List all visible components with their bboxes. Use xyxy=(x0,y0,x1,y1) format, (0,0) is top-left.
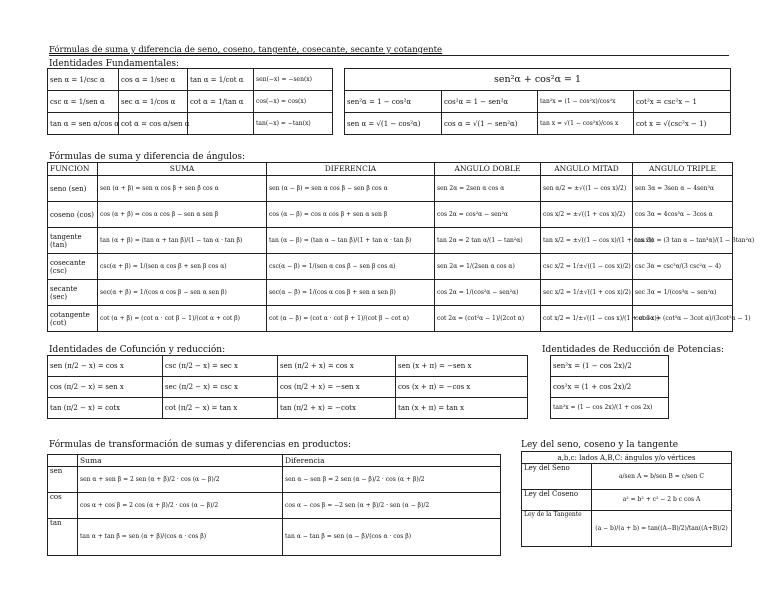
angulos-table xyxy=(47,162,755,332)
identity-cell: cos (π/2 + x) = −sen x xyxy=(278,377,396,398)
table-row xyxy=(48,356,528,377)
formula-cell: csc(α + β) = 1/(sen α cos β + sen β cos α) xyxy=(98,254,267,280)
formula-cell: sen α − sen β = 2 sen (α − β)/2 · cos (α + β)/2 xyxy=(283,467,501,493)
identity-cell: cos (x + π) = −cos x xyxy=(396,377,528,398)
identity-cell: sen α = √(1 − cos²α) xyxy=(345,113,442,135)
function-name: sen xyxy=(48,467,78,493)
identity-cell: tan α = 1/cot α xyxy=(188,69,254,91)
productos-heading: Fórmulas de transformación de sumas y diferencias en productos: xyxy=(49,440,352,450)
formula-cell: tan 2α = 2 tan α/(1 − tan²α) xyxy=(435,228,541,254)
identity-cell xyxy=(188,113,254,135)
table-row xyxy=(48,176,733,202)
table-row xyxy=(48,377,528,398)
column-header: FUNCION xyxy=(48,163,98,176)
leyes-heading: Ley del seno, coseno y la tangente xyxy=(521,440,679,450)
formula-cell: sen 3α = 3sen α − 4sen³α xyxy=(633,176,733,202)
identity-cell: tan (π/2 − x) = cotx xyxy=(48,398,163,419)
function-name: cotangente (cot) xyxy=(48,306,98,332)
formula-cell: sen α + sen β = 2 sen (α + β)/2 · cos (α − β)/2 xyxy=(78,467,283,493)
table-row xyxy=(551,356,669,377)
formula-cell: cos (α + β) = cos α cos β − sen α sen β xyxy=(98,202,267,228)
identity-cell: sen²α = 1 − cos²α xyxy=(345,91,442,113)
identity-cell: sen α = 1/csc α xyxy=(48,69,119,91)
title-underline xyxy=(49,55,729,56)
table-header-row xyxy=(48,163,733,176)
identity-cell: tan (π/2 + x) = −cotx xyxy=(278,398,396,419)
identity-cell: tan²x = (1 − cos²x)/cos²x xyxy=(538,91,634,113)
table-row xyxy=(345,113,731,135)
identity-cell: cos²x = (1 + cos 2x)/2 xyxy=(551,377,669,398)
table-header-row xyxy=(48,455,501,467)
leyes-subtitle: a,b,c: lados A,B,C: ángulos y/o vértices xyxy=(522,452,732,464)
identity-cell: sec α = 1/cos α xyxy=(119,91,188,113)
law-formula: a² = b² + c² − 2 b c cos A xyxy=(592,490,732,511)
identity-cell: cos (π/2 − x) = sen x xyxy=(48,377,163,398)
formula-cell: tan 3α = (3 tan α − tan³α)/(1 − 3tan²α) xyxy=(633,228,733,254)
pythagorean-identity: sen²α + cos²α = 1 xyxy=(345,69,731,91)
table-row xyxy=(48,228,733,254)
identity-cell: sen (π/2 + x) = cos x xyxy=(278,356,396,377)
cofuncion-table xyxy=(47,355,528,419)
formula-cell: cot x/2 = 1/±√((1 − cos x)/(1 + cos x)) xyxy=(541,306,633,332)
identity-cell: cot²x = csc²x − 1 xyxy=(634,91,731,113)
function-name: tan xyxy=(48,519,78,556)
identity-cell: cos²α = 1 − sen²α xyxy=(442,91,538,113)
column-header: Suma xyxy=(78,455,283,467)
identity-cell: tan α = sen α/cos α xyxy=(48,113,119,135)
formula-cell: sec 3α = 1/(cos³α − sen²α) xyxy=(633,280,733,306)
identity-cell: tan²x = (1 − cos 2x)/(1 + cos 2x) xyxy=(551,398,669,419)
law-formula: (a − b)/(a + b) = tan((A−B)/2)/tan((A+B)/2) xyxy=(592,511,732,547)
table-row xyxy=(522,452,732,464)
table-row xyxy=(345,91,731,113)
formula-cell: tan (α − β) = (tan α − tan β)/(1 + tan α · tan β) xyxy=(267,228,435,254)
table-row xyxy=(48,69,333,91)
formula-cell: csc 3α = csc³α/(3 csc²α − 4) xyxy=(633,254,733,280)
potencias-table xyxy=(550,355,669,419)
leyes-table xyxy=(521,451,732,547)
identity-cell: cos α = 1/sec α xyxy=(119,69,188,91)
identity-cell: sen (π/2 − x) = cos x xyxy=(48,356,163,377)
formula-cell: cos 2α = cos²α − sen²α xyxy=(435,202,541,228)
column-header: SUMA xyxy=(98,163,267,176)
cofuncion-heading: Identidades de Cofunción y reducción: xyxy=(49,345,226,355)
formula-cell: cos (α − β) = cos α cos β + sen α sen β xyxy=(267,202,435,228)
document-title: Fórmulas de suma y diferencia de seno, coseno, tangente, cosecante, secante y cotangente xyxy=(49,45,443,55)
formula-cell: sen 2α = 2sen α cos α xyxy=(435,176,541,202)
table-row xyxy=(551,398,669,419)
law-name: Ley de la Tangente xyxy=(522,511,592,547)
identity-cell: sec (π/2 − x) = csc x xyxy=(163,377,278,398)
identity-cell: cot (π/2 − x) = tan x xyxy=(163,398,278,419)
formula-cell: cot (α − β) = (cot α · cot β + 1)/(cot β − cot α) xyxy=(267,306,435,332)
law-name: Ley del Seno xyxy=(522,464,592,490)
formula-cell: tan x/2 = ±√((1 − cos x)/(1 + cos x)) xyxy=(541,228,633,254)
formula-cell: sen α/2 = ±√((1 − cos x)/2) xyxy=(541,176,633,202)
function-name: coseno (cos) xyxy=(48,202,98,228)
table-row xyxy=(48,202,733,228)
potencias-heading: Identidades de Reducción de Potencias: xyxy=(542,345,725,355)
productos-table xyxy=(47,454,501,556)
identity-cell: tan (x + π) = tan x xyxy=(396,398,528,419)
column-header: Diferencia xyxy=(283,455,501,467)
table-row xyxy=(48,113,333,135)
function-name: tangente (tan) xyxy=(48,228,98,254)
table-row xyxy=(522,464,732,490)
formula-cell: cot 2α = (cot²α − 1)/(2cot α) xyxy=(435,306,541,332)
identity-cell: cos α = √(1 − sen²α) xyxy=(442,113,538,135)
column-header: ANGULO DOBLE xyxy=(435,163,541,176)
law-formula: a/sen A = b/sen B = c/sen C xyxy=(592,464,732,490)
formula-cell: cos α − cos β = −2 sen (α + β)/2 · sen (α − β)/2 xyxy=(283,493,501,519)
identity-cell: sen (x + π) = −sen x xyxy=(396,356,528,377)
table-row xyxy=(48,280,733,306)
identity-cell: tan(−x) = −tan(x) xyxy=(254,113,333,135)
table-row xyxy=(522,490,732,511)
table-row xyxy=(551,377,669,398)
formula-cell: sen (α − β) = sen α cos β − sen β cos α xyxy=(267,176,435,202)
law-name: Ley del Coseno xyxy=(522,490,592,511)
column-header: DIFERENCIA xyxy=(267,163,435,176)
table-row xyxy=(48,91,333,113)
table-row xyxy=(48,254,733,280)
formula-cell: cos x/2 = ±√((1 + cos x)/2) xyxy=(541,202,633,228)
formula-cell: cos 2α = 1/(cos²α − sen²α) xyxy=(435,280,541,306)
formula-cell: sec(α + β) = 1/(cos α cos β − sen α sen β) xyxy=(98,280,267,306)
function-name: seno (sen) xyxy=(48,176,98,202)
table-row xyxy=(48,519,501,556)
identity-cell: sen(−x) = −sen(x) xyxy=(254,69,333,91)
table-row xyxy=(522,511,732,547)
formula-cell: sec x/2 = 1/±√((1 + cos x)/2) xyxy=(541,280,633,306)
column-header: ANGULO MITAD xyxy=(541,163,633,176)
formula-cell: cot 3α = (cot³α − 3cot α)/(3cot²α − 1) xyxy=(633,306,733,332)
formula-cell: tan (α + β) = (tan α + tan β)/(1 − tan α · tan β) xyxy=(98,228,267,254)
table-row xyxy=(345,69,731,91)
fundamentales-heading: Identidades Fundamentales: xyxy=(49,59,180,69)
formula-cell: sen (α + β) = sen α cos β + sen β cos α xyxy=(98,176,267,202)
formula-cell: tan α − tan β = sen (α − β)/(cos α · cos β) xyxy=(283,519,501,556)
function-name: secante (sec) xyxy=(48,280,98,306)
formula-cell: cos α + cos β = 2 cos (α + β)/2 · cos (α − β)/2 xyxy=(78,493,283,519)
identity-cell: csc α = 1/sen α xyxy=(48,91,119,113)
table-row xyxy=(48,398,528,419)
identity-cell: cos(−x) = cos(x) xyxy=(254,91,333,113)
identity-cell: cot x = √(csc²x − 1) xyxy=(634,113,731,135)
identity-cell: cot α = cos α/sen α xyxy=(119,113,188,135)
column-header: ANGULO TRIPLE xyxy=(633,163,733,176)
formula-cell: cos 3α = 4cos³α − 3cos α xyxy=(633,202,733,228)
table-row xyxy=(48,467,501,493)
table-row xyxy=(48,306,733,332)
empty-cell xyxy=(48,455,78,467)
formula-cell: sen 2α = 1/(2sen α cos α) xyxy=(435,254,541,280)
fundamentales-table xyxy=(47,68,333,135)
function-name: cos xyxy=(48,493,78,519)
pythagorean-table xyxy=(344,68,731,135)
formula-cell: csc x/2 = 1/±√((1 − cos x)/2) xyxy=(541,254,633,280)
angulos-heading: Fórmulas de suma y diferencia de ángulos: xyxy=(49,152,246,162)
identity-cell: tan x = √(1 − cos²x)/cos x xyxy=(538,113,634,135)
formula-cell: sec(α − β) = 1/(cos α cos β + sen α sen β) xyxy=(267,280,435,306)
identity-cell: csc (π/2 − x) = sec x xyxy=(163,356,278,377)
table-row xyxy=(48,493,501,519)
identity-cell: cot α = 1/tan α xyxy=(188,91,254,113)
formula-cell: tan α + tan β = sen (α + β)/(cos α · cos β) xyxy=(78,519,283,556)
formula-cell: cot (α + β) = (cot α · cot β − 1)/(cot α + cot β) xyxy=(98,306,267,332)
identity-cell: sen²x = (1 − cos 2x)/2 xyxy=(551,356,669,377)
function-name: cosecante (csc) xyxy=(48,254,98,280)
formula-cell: csc(α − β) = 1/(sen α cos β − sen β cos α) xyxy=(267,254,435,280)
